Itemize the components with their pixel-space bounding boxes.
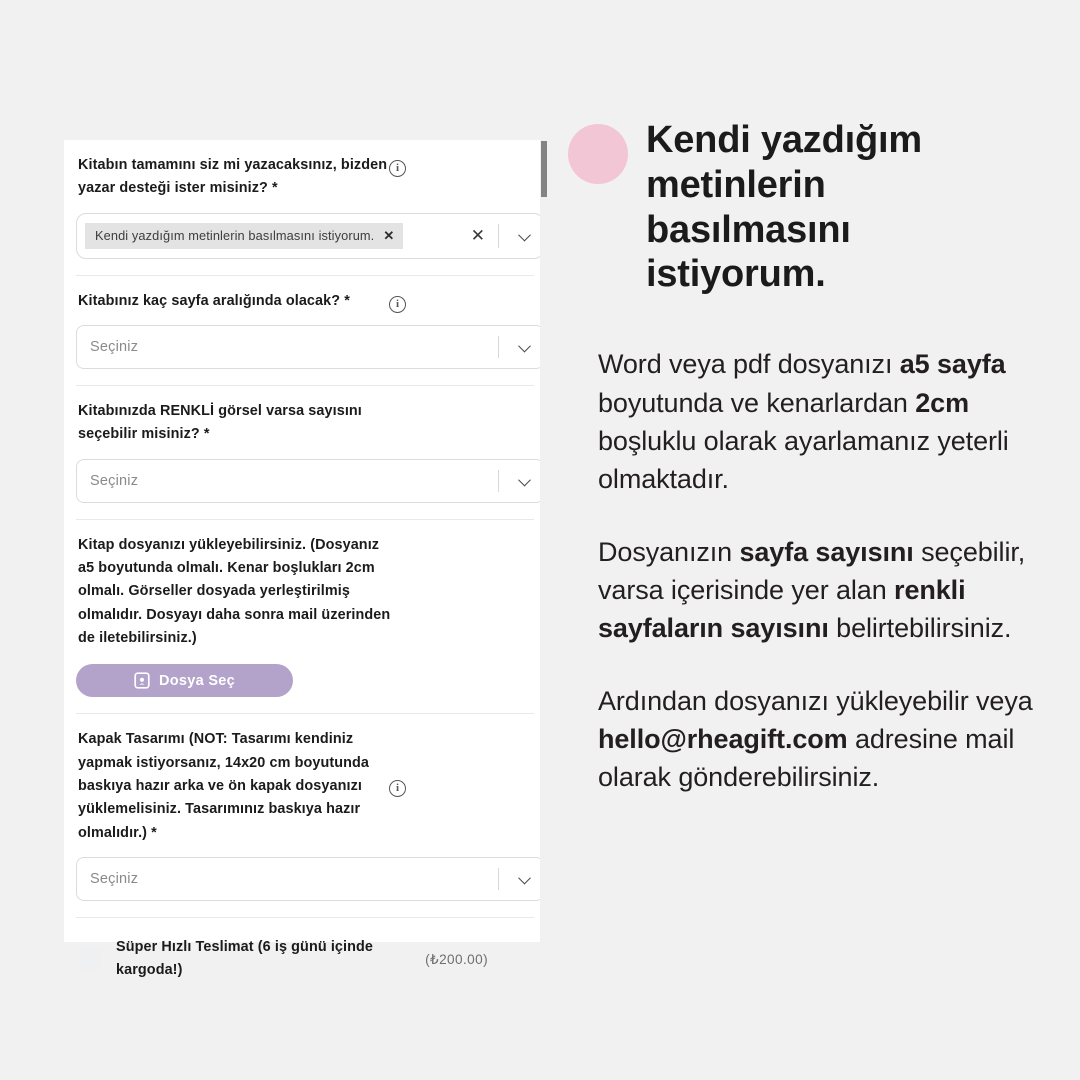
scrollbar-track[interactable]: [540, 140, 547, 942]
option-row-express-shipping[interactable]: [76, 918, 534, 1002]
select-page-range[interactable]: [76, 325, 544, 369]
express-shipping-price: (₺200.00): [425, 951, 488, 967]
control-divider: [498, 336, 499, 358]
select-placeholder: Seçiniz: [90, 870, 139, 887]
info-icon[interactable]: i: [389, 780, 406, 797]
field-author-support: [76, 140, 534, 276]
pink-dot-icon: [568, 124, 628, 184]
form-screenshot-panel: [64, 140, 546, 978]
field-color-pages: [76, 386, 534, 520]
paragraph-2: Dosyanızın sayfa sayısını seçebilir, varsa içerisinde yer alan renkli sayfaların sayısını belirtebilirsiniz.: [598, 536, 1026, 644]
page-title: Kendi yazdığım metinlerin basılmasını istiyorum.: [646, 119, 922, 296]
chip-remove-icon[interactable]: ✕: [383, 227, 395, 243]
field-label-page-range: Kitabınız kaç sayfa aralığında olacak? *: [78, 292, 350, 309]
field-file-upload: [76, 520, 534, 715]
field-page-range: [76, 276, 534, 386]
file-upload-help-text: Kitap dosyanızı yükleyebilirsiniz. (Dosyanız a5 boyutunda olmalı. Kenar boşlukları 2cm olmalı. Görseller dosyada yerleştirilmiş olmalıdır. Dosyayı daha sonra mail üzerinden de iletebilirsiniz.): [78, 536, 391, 646]
field-label-cover-design: Kapak Tasarımı (NOT: Tasarımı kendiniz yapmak istiyorsanız, 14x20 cm boyutunda baskıya hazır arka ve ön kapak dosyanızı yüklemelisiniz. Tasarımınız baskıya hazır olmalıdır.) *: [78, 731, 370, 841]
select-file-button-label: Dosya Seç: [158, 672, 236, 689]
select-color-pages[interactable]: [76, 459, 544, 503]
headline-row: [568, 118, 1038, 297]
express-shipping-checkbox[interactable]: [80, 948, 102, 970]
field-cover-design: [76, 714, 534, 918]
chevron-down-icon[interactable]: [518, 340, 531, 353]
body-copy: [568, 345, 1038, 796]
chip-label: Kendi yazdığım metinlerin basılmasını istiyorum.: [95, 228, 375, 244]
select-cover-design[interactable]: [76, 857, 544, 901]
scrollbar-thumb[interactable]: [541, 141, 547, 197]
info-icon[interactable]: i: [389, 160, 406, 177]
marketing-copy-panel: [568, 118, 1038, 797]
control-divider: [498, 470, 499, 492]
chevron-down-icon[interactable]: [518, 872, 531, 885]
multiselect-author-support[interactable]: [76, 213, 544, 259]
selected-option-chip[interactable]: [85, 223, 403, 249]
control-divider: [498, 224, 499, 248]
express-shipping-label: Süper Hızlı Teslimat (6 iş günü içinde kargoda!): [116, 938, 374, 978]
select-file-button[interactable]: [76, 664, 293, 697]
chevron-down-icon[interactable]: [518, 228, 531, 241]
select-placeholder: Seçiniz: [90, 338, 139, 355]
paragraph-3: Ardından dosyanızı yükleyebilir veya hello@rheagift.com adresine mail olarak gönderebilirsiniz.: [598, 685, 1033, 793]
clear-selection-icon[interactable]: ✕: [470, 226, 485, 246]
field-label-color-pages: Kitabınızda RENKLİ görsel varsa sayısını seçebilir misiniz? *: [78, 402, 362, 443]
file-upload-icon: [134, 672, 150, 689]
info-icon[interactable]: i: [389, 296, 406, 313]
chevron-down-icon[interactable]: [518, 473, 531, 486]
paragraph-1: Word veya pdf dosyanızı a5 sayfa boyutunda ve kenarlardan 2cm boşluklu olarak ayarlamanız yeterli olmaktadır.: [598, 349, 1009, 495]
form-scroll-content: [64, 140, 546, 1002]
control-divider: [498, 868, 499, 890]
field-label-author-support: Kitabın tamamını siz mi yazacaksınız, bizden yazar desteği ister misiniz? *: [78, 157, 388, 197]
select-placeholder: Seçiniz: [90, 472, 139, 489]
